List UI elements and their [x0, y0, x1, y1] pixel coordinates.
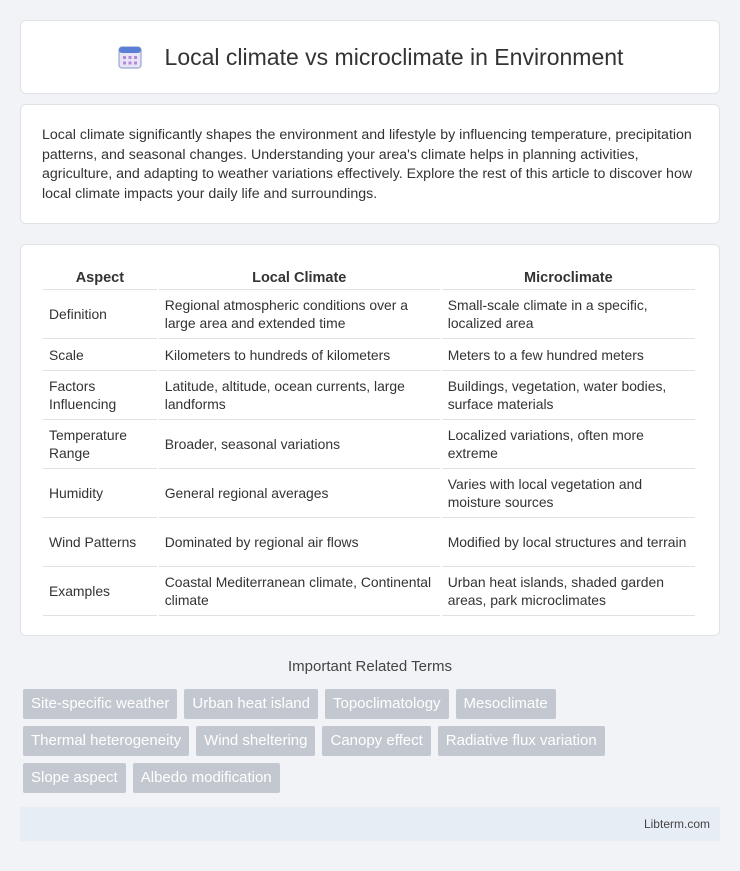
table-cell: Definition: [43, 289, 157, 338]
table-cell: Scale: [43, 338, 157, 370]
related-term-tag[interactable]: Albedo modification: [133, 763, 280, 793]
table-row: [43, 338, 695, 370]
table-row: [43, 289, 695, 338]
comparison-table-card: [20, 244, 720, 636]
related-term-tag[interactable]: Urban heat island: [184, 689, 318, 719]
footer-brand-link[interactable]: Libterm.com: [643, 817, 710, 831]
table-row: [43, 468, 695, 517]
related-terms-heading: Important Related Terms: [288, 658, 452, 675]
table-row: [43, 517, 695, 566]
intro-card: [20, 104, 720, 224]
related-term-tag[interactable]: Slope aspect: [23, 763, 126, 793]
table-cell: Examples: [43, 566, 157, 616]
table-cell: Dominated by regional air flows: [159, 517, 440, 566]
table-cell: Wind Patterns: [43, 517, 157, 566]
related-term-tag[interactable]: Topoclimatology: [325, 689, 449, 719]
related-term-tag[interactable]: Radiative flux variation: [438, 726, 605, 756]
related-term-tag[interactable]: Canopy effect: [322, 726, 430, 756]
table-cell: Broader, seasonal variations: [159, 419, 440, 468]
page-title: Local climate vs microclimate in Environment: [164, 43, 624, 70]
table-cell: Temperature Range: [43, 419, 157, 468]
table-cell: Coastal Mediterranean climate, Continental climate: [159, 566, 440, 616]
table-cell: Localized variations, often more extreme: [442, 419, 695, 468]
related-terms-list: [23, 689, 723, 800]
table-cell: Humidity: [43, 468, 157, 517]
calendar-icon: [117, 44, 143, 70]
table-cell: Modified by local structures and terrain: [442, 517, 695, 566]
table-cell: General regional averages: [159, 468, 440, 517]
table-row: [43, 566, 695, 616]
table-row: [43, 370, 695, 419]
table-cell: Urban heat islands, shaded garden areas, park microclimates: [442, 566, 695, 616]
table-cell: Varies with local vegetation and moisture sources: [442, 468, 695, 517]
table-cell: Regional atmospheric conditions over a large area and extended time: [159, 289, 440, 338]
table-cell: Meters to a few hundred meters: [442, 338, 695, 370]
related-term-tag[interactable]: Site-specific weather: [23, 689, 177, 719]
column-header-microclimate: Microclimate: [524, 270, 613, 286]
related-term-tag[interactable]: Wind sheltering: [196, 726, 315, 756]
related-term-tag[interactable]: Thermal heterogeneity: [23, 726, 189, 756]
column-header-local-climate: Local Climate: [252, 270, 347, 286]
table-cell: Factors Influencing: [43, 370, 157, 419]
title-card: [20, 20, 720, 94]
table-cell: Latitude, altitude, ocean currents, large landforms: [159, 370, 440, 419]
comparison-table: [41, 265, 697, 616]
table-cell: Kilometers to hundreds of kilometers: [159, 338, 440, 370]
column-header-aspect: Aspect: [75, 270, 125, 286]
related-term-tag[interactable]: Mesoclimate: [456, 689, 556, 719]
table-cell: Small-scale climate in a specific, localized area: [442, 289, 695, 338]
table-row: [43, 419, 695, 468]
table-cell: Buildings, vegetation, water bodies, surface materials: [442, 370, 695, 419]
intro-paragraph: Local climate significantly shapes the environment and lifestyle by influencing temperature, precipitation patterns, and seasonal changes. Understanding your area's climate helps in planning activities, agriculture, and adapting to weather variations effectively. Explore the rest of this article to discover how local climate impacts your daily life and surroundings.: [42, 127, 693, 202]
footer: [20, 807, 720, 841]
